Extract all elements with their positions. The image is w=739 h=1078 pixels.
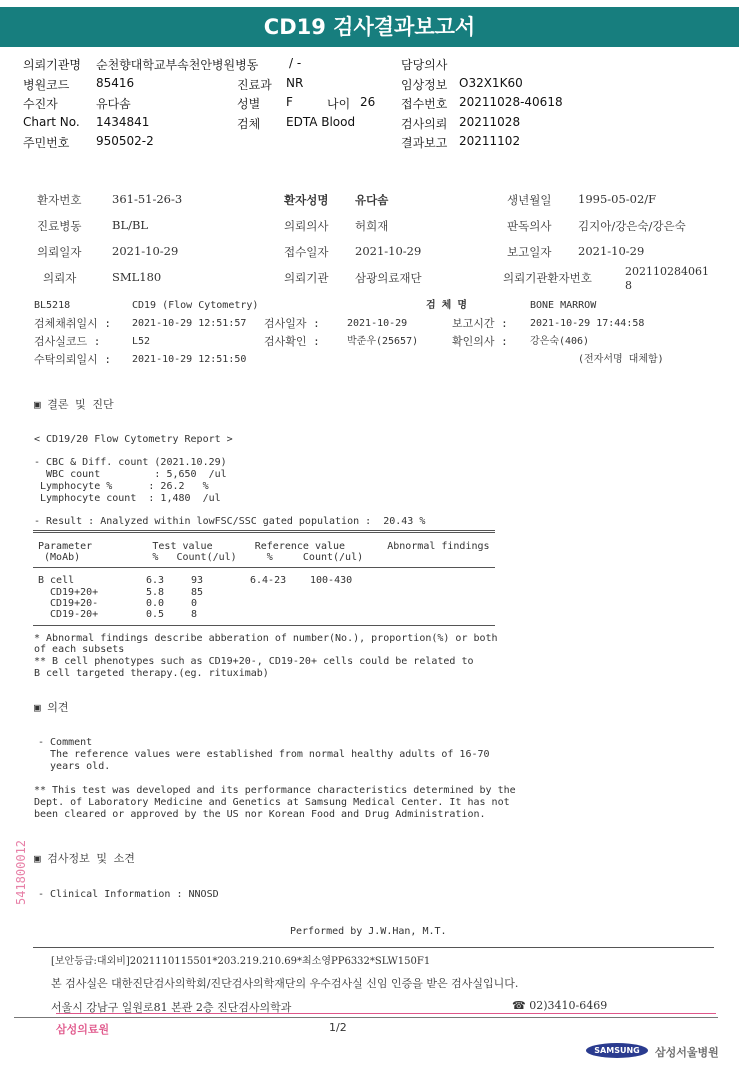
header-label: 성별 — [237, 97, 261, 111]
inst-label: 의뢰기관 — [284, 271, 329, 285]
requester-label: 의뢰자 — [43, 271, 77, 285]
header-label: 병원코드 — [23, 78, 70, 92]
header-label: 담당의사 — [401, 58, 448, 72]
section-diagnosis: ▣ 결론 및 진단 — [34, 398, 114, 411]
samsung-logo: SAMSUNG — [586, 1043, 648, 1058]
recv-date-label: 접수일자 — [284, 245, 329, 259]
test-name: CD19 (Flow Cytometry) — [132, 300, 259, 311]
patient-no: 361-51-26-3 — [112, 192, 183, 206]
hospital-pink: 삼성의료원 — [56, 1023, 110, 1036]
specimen-label: 검 체 명 — [426, 300, 468, 311]
page-divider — [14, 1017, 718, 1018]
table-header-2: (MoAb) % Count(/ul) % Count(/ul) — [38, 552, 364, 563]
room: L52 — [132, 336, 151, 347]
header-label: 주민번호 — [23, 136, 70, 150]
pct-cell: 5.8 — [146, 587, 165, 598]
birth: 1995-05-02/F — [578, 192, 657, 206]
header-label: 나이 — [327, 97, 351, 111]
header-label: 검사의뢰 — [401, 117, 448, 131]
doctor-label: 의뢰의사 — [284, 219, 329, 233]
comment-title: - Comment — [38, 737, 93, 748]
header-value: 순천향대학교부속천안병원병동 — [96, 58, 259, 72]
header-value: 20211102 — [459, 134, 521, 148]
report-time-label: 보고시간 : — [452, 317, 508, 330]
test-code: BL5218 — [34, 300, 71, 311]
phone: ☎ 02)3410-6469 — [512, 999, 608, 1012]
count-cell: 0 — [191, 598, 198, 609]
note-2: ** B cell phenotypes such as CD19+20-, CD19-20+ cells could be related to — [34, 656, 474, 667]
note-1b: of each subsets — [34, 644, 125, 655]
esign-note: (전자서명 대체함) — [578, 354, 664, 365]
count-cell: 93 — [191, 575, 204, 586]
cbc-title: - CBC & Diff. count (2021.10.29) — [34, 457, 227, 468]
req-date: 2021-10-29 — [112, 244, 179, 258]
report-heading: < CD19/20 Flow Cytometry Report > — [34, 434, 233, 445]
report-title: CD19 검사결과보고서 — [0, 7, 739, 47]
comment-line: The reference values were established from normal healthy adults of 16-70 — [38, 749, 490, 760]
header-label: 의뢰기관명 — [23, 58, 81, 72]
test-date: 2021-10-29 — [347, 318, 408, 329]
consign-label: 수탁의뢰일시 : — [34, 353, 112, 366]
collect-label: 검체채취일시 : — [34, 317, 112, 330]
table-divider — [33, 625, 495, 626]
header-value: 85416 — [96, 76, 135, 90]
header-label: 진료과 — [237, 78, 272, 92]
header-value: 950502-2 — [96, 134, 154, 148]
header-value: O32X1K60 — [459, 76, 523, 90]
req-date-label: 의뢰일자 — [37, 245, 82, 259]
lymph-pct: Lymphocyte % : 26.2 % — [34, 481, 209, 492]
ref-pct-cell: 6.4-23 — [250, 575, 287, 586]
inst-pt-no-2: 8 — [625, 279, 632, 292]
note-1: * Abnormal findings describe abberation of number(No.), proportion(%) or both — [34, 633, 498, 644]
room-label: 검사실코드 : — [34, 335, 101, 348]
report-date-label: 보고일자 — [507, 245, 552, 259]
table-header-1: Parameter Test value Reference value Abnormal findings — [38, 541, 490, 552]
header-label: 임상정보 — [401, 78, 448, 92]
recv-date: 2021-10-29 — [355, 244, 422, 258]
side-stamp: 541800012 — [14, 839, 28, 905]
performed-by: Performed by J.W.Han, M.T. — [290, 926, 447, 937]
header-value: 1434841 — [96, 115, 150, 129]
header-value: NR — [286, 76, 304, 90]
confirm-label: 검사확인 : — [264, 335, 320, 348]
patient-no-label: 환자번호 — [37, 193, 82, 207]
header-value: 유다솜 — [96, 97, 131, 111]
security-line: [보안등급:대외비]2021110115501*203.219.210.69*최소영PP6332*SLW150F1 — [51, 956, 431, 967]
requester: SML180 — [112, 270, 162, 284]
doctor: 허희재 — [355, 219, 389, 233]
dept: BL/BL — [112, 218, 149, 232]
confirm-dr-label: 확인의사 : — [452, 335, 508, 348]
address: 서울시 강남구 일원로81 본관 2층 진단검사의학과 — [51, 1001, 292, 1014]
report-date: 2021-10-29 — [578, 244, 645, 258]
param-cell: CD19+20+ — [50, 587, 99, 598]
pct-cell: 0.5 — [146, 609, 165, 620]
comment-line: years old. — [38, 761, 111, 772]
param-cell: CD19-20+ — [50, 609, 99, 620]
page-number: 1/2 — [329, 1021, 347, 1034]
count-cell: 85 — [191, 587, 204, 598]
confirm: 박준우(25657) — [347, 336, 419, 347]
header-value: 20211028-40618 — [459, 95, 563, 109]
note-2b: B cell targeted therapy.(eg. rituximab) — [34, 668, 269, 679]
confirm-dr: 강은숙(406) — [530, 336, 590, 347]
header-value: 26 — [360, 95, 376, 109]
pct-cell: 0.0 — [146, 598, 165, 609]
reader-label: 판독의사 — [507, 219, 552, 233]
ref-count-cell: 100-430 — [310, 575, 353, 586]
test-date-label: 검사일자 : — [264, 317, 320, 330]
lymph-count: Lymphocyte count : 1,480 /ul — [34, 493, 221, 504]
header-value: F — [286, 95, 293, 109]
count-cell: 8 — [191, 609, 198, 620]
section-info: ▣ 검사정보 및 소견 — [34, 852, 135, 865]
patient-name-label: 환자성명 — [284, 193, 329, 207]
collect: 2021-10-29 12:51:57 — [132, 318, 247, 329]
header-value: / - — [289, 56, 302, 70]
consign: 2021-10-29 12:51:50 — [132, 354, 247, 365]
birth-label: 생년월일 — [507, 193, 552, 207]
inst: 삼광의료재단 — [355, 271, 422, 285]
gated-result: - Result : Analyzed within lowFSC/SSC gated population : 20.43 % — [34, 516, 426, 527]
header-value: EDTA Blood — [286, 115, 356, 129]
disclaimer: been cleared or approved by the US nor Korean Food and Drug Administration. — [34, 809, 486, 820]
report-time: 2021-10-29 17:44:58 — [530, 318, 645, 329]
reader: 김지아/강은숙/강은숙 — [578, 219, 686, 233]
header-label: 접수번호 — [401, 97, 448, 111]
table-divider — [33, 567, 495, 568]
disclaimer: ** This test was developed and its performance characteristics determined by the — [34, 785, 516, 796]
footer-divider — [33, 947, 714, 948]
pink-divider — [56, 1013, 716, 1014]
wbc-count: WBC count : 5,650 /ul — [34, 469, 227, 480]
header-label: 수진자 — [23, 97, 58, 111]
dept-label: 진료병동 — [37, 219, 82, 233]
clinical-info: - Clinical Information : NNOSD — [38, 889, 219, 900]
inst-pt-no: 202110284061 — [625, 265, 709, 278]
patient-name: 유다솜 — [355, 193, 389, 207]
disclaimer: Dept. of Laboratory Medicine and Genetics at Samsung Medical Center. It has not — [34, 797, 510, 808]
inst-pt-no-label: 의뢰기관환자번호 — [503, 271, 592, 285]
hospital-name: 삼성서울병원 — [655, 1046, 719, 1059]
header-label: 검체 — [237, 117, 261, 131]
pct-cell: 6.3 — [146, 575, 165, 586]
table-divider — [33, 530, 495, 533]
header-label: Chart No. — [23, 115, 80, 129]
header-label: 결과보고 — [401, 136, 448, 150]
cert-line: 본 검사실은 대한진단검사의학회/진단검사의학재단의 우수검사실 신임 인증을 받은 검사실입니다. — [51, 977, 519, 990]
param-cell: CD19+20- — [50, 598, 99, 609]
header-value: 20211028 — [459, 115, 521, 129]
param-cell: B cell — [38, 575, 75, 586]
section-opinion: ▣ 의견 — [34, 701, 69, 714]
specimen: BONE MARROW — [530, 300, 597, 311]
